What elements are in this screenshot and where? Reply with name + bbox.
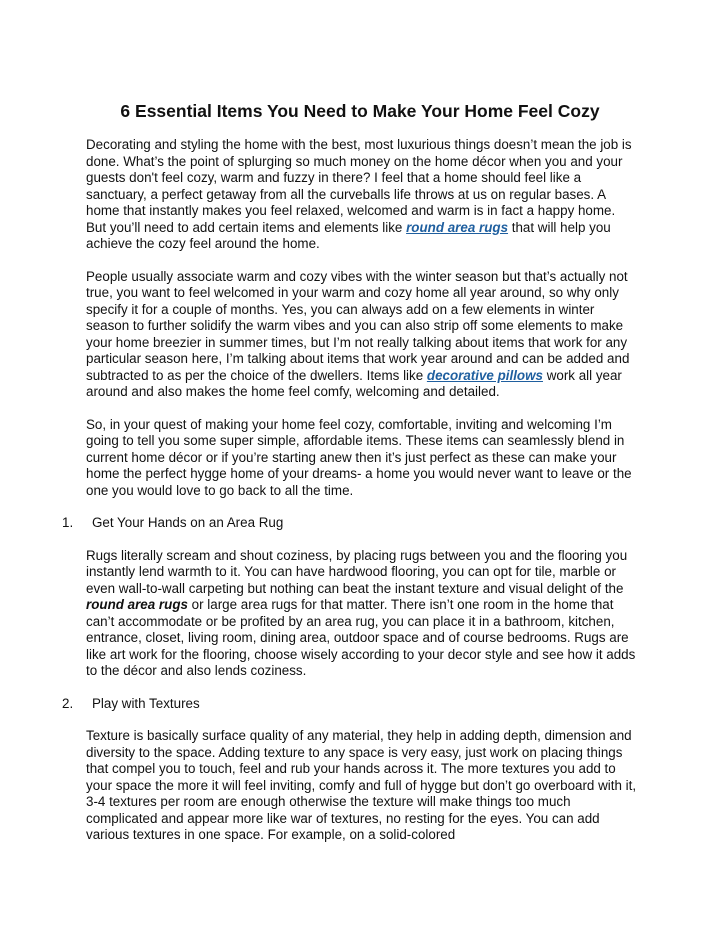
seasons-text-end: work all year around and also makes the home feel comfy, welcoming and detailed. [86,367,622,399]
rugs-paragraph [86,548,638,680]
seasons-paragraph [86,269,638,401]
list-item-2 [62,695,638,713]
list-item-1 [62,515,638,532]
rugs-text-end: or large area rugs for that matter. There isn’t one room in the home that can’t accommodate or be profited by an area rug, you can place it in a bathroom, kitchen, entrance, closet, living room, dining area, outdoor space and of course bedrooms. Rugs are like art work for the flooring, choose wisely according to your decor style and see how it adds to the décor and also lends coziness. [86,597,636,678]
quest-paragraph: So, in your quest of making your home feel cozy, comfortable, inviting and welcoming I’m going to tell you some super simple, affordable items. These items can seamlessly blend in current home décor or if you’re starting anew then it’s just perfect as these can make your home the perfect hygge home of your dreams- a home you would never want to leave or the one you would love to go back to all the time. [86,416,632,498]
article-body [62,137,638,860]
textures-paragraph: Texture is basically surface quality of any material, they help in adding depth, dimension and diversity to the space. Adding texture to any space is very easy, just work on placing things that compel you to touch, feel and rub your hands across it. The more textures you add to your space the more it will feel inviting, comfy and full of hygge but don’t go overboard with it, 3-4 textures per room are enough otherwise the texture will make things too much complicated and appear more like war of textures, no resting for the eyes. You can add various textures in one space. For example, on a solid-colored [86,728,637,842]
list-title-2: Play with Textures [92,695,200,711]
list-number-1: 1. [62,515,74,530]
round-area-rugs-link[interactable]: round area rugs [406,219,509,235]
rugs-emphasis: round area rugs [86,597,188,612]
list-number-2: 2. [62,695,74,711]
intro-text: Decorating and styling the home with the best, most luxurious things doesn’t mean the job is done. What’s the point of splurging so much money on the home décor when you and your guests don't feel cozy, warm and fuzzy in there? I feel that a home should feel like a sanctuary, a perfect getaway from all the curveballs life throws at us on regular bases. A home that instantly makes you feel relaxed, welcomed and warm is in fact a happy home. But you’ll need to add certain items and elements like [86,137,632,235]
decorative-pillows-link[interactable]: decorative pillows [426,367,543,383]
intro-paragraph [86,137,638,253]
list-title-1: Get Your Hands on an Area Rug [92,515,284,530]
rugs-text: Rugs literally scream and shout coziness, by placing rugs between you and the flooring you instantly lend warmth to it. You can have hardwood flooring, you can opt for tile, marble or even wall-to-wall carpeting but nothing can beat the instant texture and visual delight of the [86,547,628,596]
page-title: 6 Essential Items You Need to Make Your Home Feel Cozy [120,101,600,121]
intro-text-end: that will help you achieve the cozy feel around the home. [86,219,611,251]
seasons-text: People usually associate warm and cozy vibes with the winter season but that’s actually not true, you want to feel welcomed in your warm and cozy home all year around, so why only specify it for a couple of months. Yes, you can always add on a few elements in winter season to further solidify the warm vibes and you can also strip off some elements to make your home breezier in summer times, but I’m not really talking about items that work for any particular season here, I’m talking about items that work year around and can be added and subtracted to as per the choice of the dwellers. Items like [86,268,630,383]
